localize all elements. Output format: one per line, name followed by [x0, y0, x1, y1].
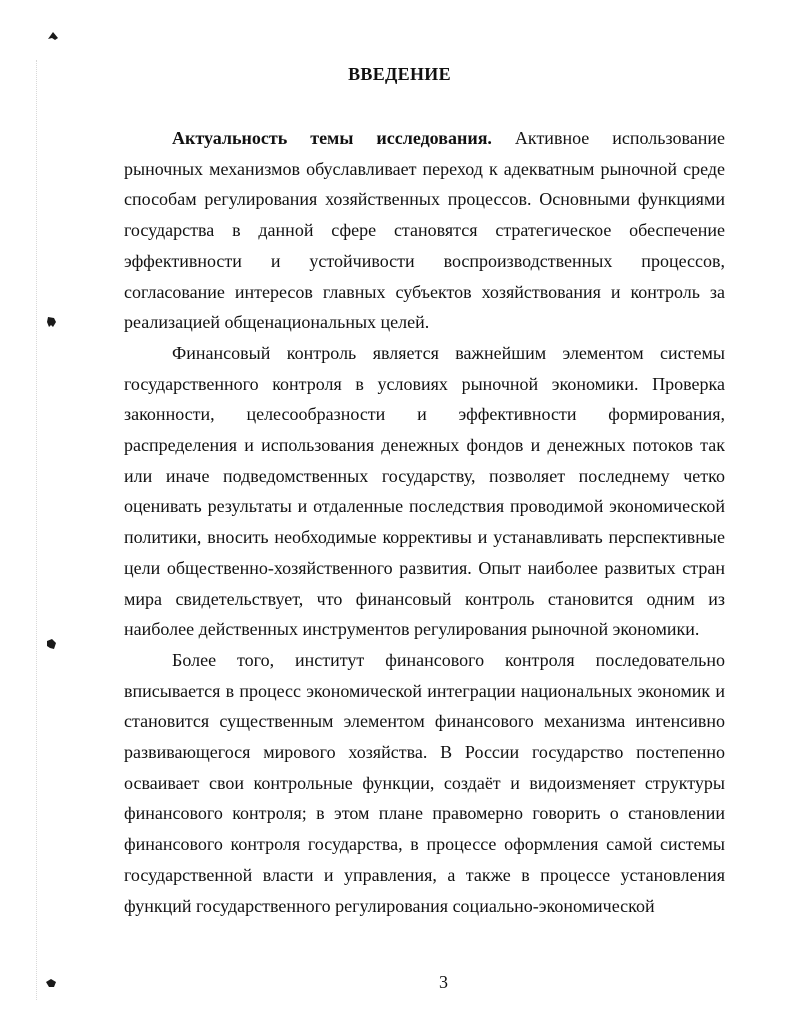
paragraph-text: Более того, институт финансового контроля последовательно вписывается в процесс экономической интеграции национальных экономик и становится существенным элементом финансового механизма интенсивно развивающегося мирового хозяйства. В России государство постепенно осваивает свои контрольные функции, создаёт и видоизменяет структуры финансового контроля; в этом плане правомерно говорить о становлении финансового контроля государства, в процессе оформления самой системы государственной власти и управления, а также в процессе установления функций государственного регулирования социально-экономической — [124, 649, 725, 916]
paragraph — [124, 123, 725, 338]
paragraph-text: Финансовый контроль является важнейшим элементом системы государственного контроля в условиях рыночной экономики. Проверка законности, целесообразности и эффективности формирования, распределения и использования денежных фондов и денежных потоков так или иначе подведомственных государству, позволяет последнему четко оценивать результаты и отдаленные последствия проводимой экономической политики, вносить необходимые коррективы и устанавливать перспективные цели общественно-хозяйственного развития. Опыт наиболее развитых стран мира свидетельствует, что финансовый контроль становится одним из наиболее действенных инструментов регулирования рыночной экономики. — [124, 342, 725, 640]
scan-edge-line — [36, 60, 37, 1000]
body-text — [124, 123, 725, 921]
section-heading: ВВЕДЕНИЕ — [348, 64, 451, 84]
paragraph-lead: Актуальность темы исследования. — [172, 128, 492, 148]
binding-hole-icon — [44, 637, 58, 651]
paragraph — [124, 338, 725, 645]
page-number: 3 — [439, 972, 448, 992]
paragraph-text: Активное использование рыночных механизмов обуславливает переход к адекватным рыночной среде способам регулирования хозяйственных процессов. Основными функциями государства в данной сфере становятся стратегическое обеспечение эффективности и устойчивости воспроизводственных процессов, согласование интересов главных субъектов хозяйствования и контроль за реализацией общенациональных целей. — [124, 128, 725, 333]
binding-hole-icon — [46, 29, 60, 43]
paragraph — [124, 645, 725, 921]
binding-hole-icon — [44, 315, 58, 329]
